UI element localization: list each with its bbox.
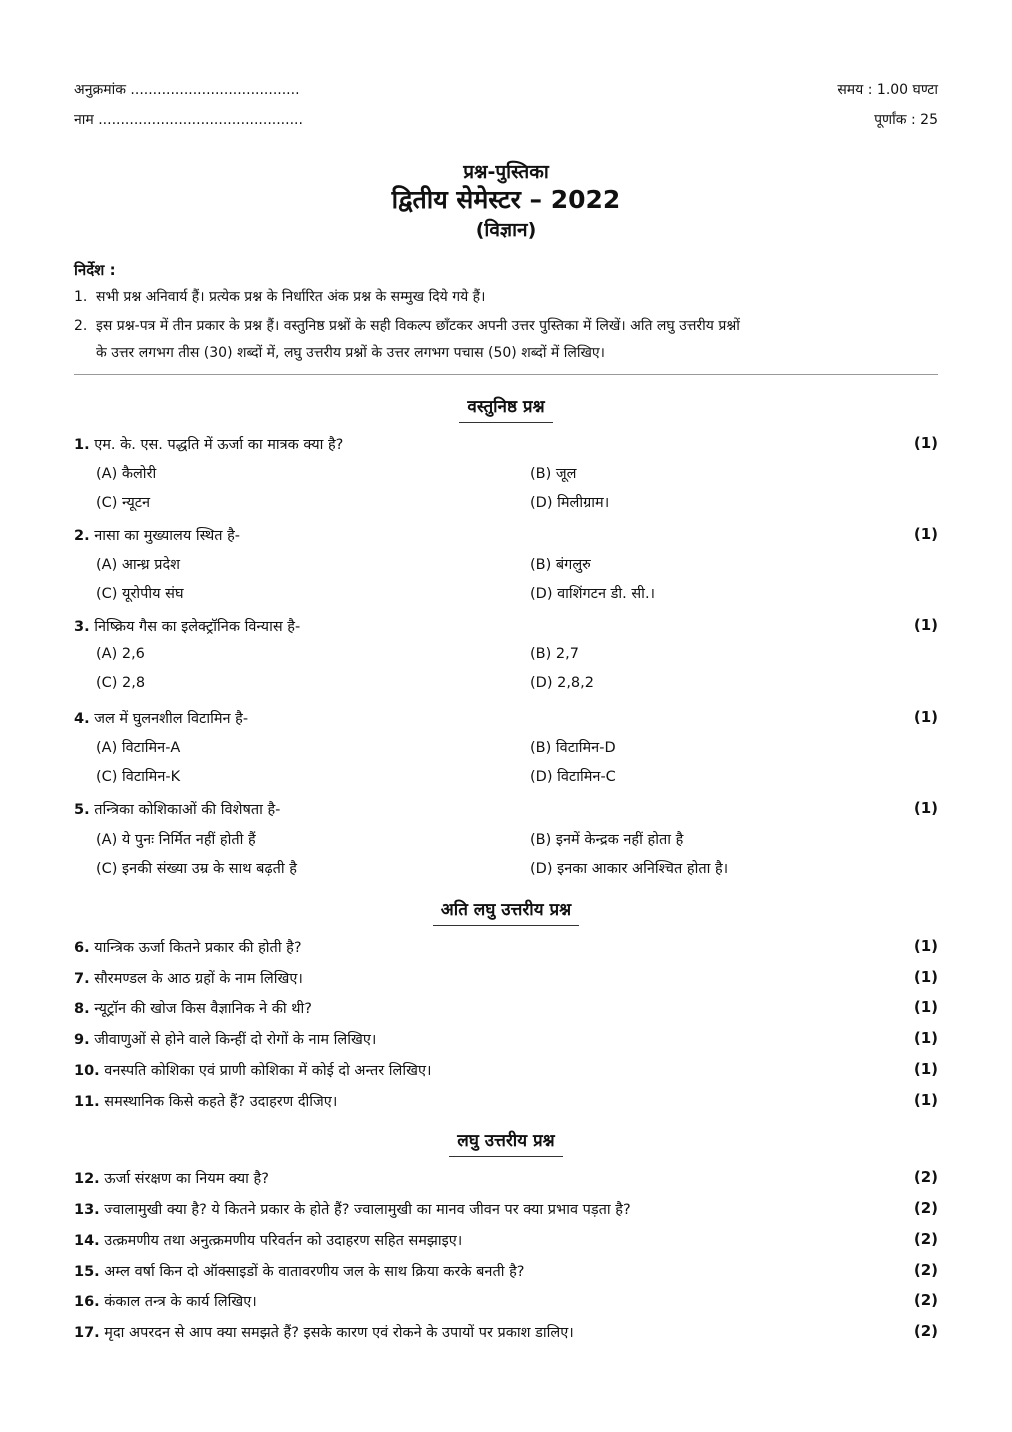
option: (B) इनमें केन्द्रक नहीं होता है [530, 832, 684, 848]
name-label: नाम .............................................. [74, 112, 303, 128]
marks: (2) [913, 1199, 938, 1217]
section-short-heading: लघु उत्तरीय प्रश्न [0, 1128, 1012, 1157]
marks: (1) [913, 998, 938, 1016]
question-2: 2. नासा का मुख्यालय स्थित है- (1) [74, 525, 938, 544]
question-6: 6. यान्त्रिक ऊर्जा कितने प्रकार की होती है? (1) [74, 937, 938, 956]
subject-title: (विज्ञान) [475, 219, 537, 241]
total-marks-label: पूर्णांक : 25 [874, 112, 938, 128]
option: (A) विटामिन-A [96, 740, 181, 756]
marks: (2) [913, 1261, 938, 1279]
marks: (1) [913, 434, 938, 452]
question-3: 3. निष्क्रिय गैस का इलेक्ट्रॉनिक विन्यास है- (1) [74, 616, 938, 635]
option: (A) ये पुनः निर्मित नहीं होती हैं [96, 832, 256, 848]
question-8: 8. न्यूट्रॉन की खोज किस वैज्ञानिक ने की थी? (1) [74, 998, 938, 1017]
question-11: 11. समस्थानिक किसे कहते हैं? उदाहरण दीजिए। (1) [74, 1091, 938, 1110]
question-17: 17. मृदा अपरदन से आप क्या समझते हैं? इसके कारण एवं रोकने के उपायों पर प्रकाश डालिए। (2) [74, 1322, 938, 1341]
option: (B) 2,7 [530, 646, 579, 662]
option: (B) जूल [530, 466, 577, 482]
section-very-short-heading: अति लघु उत्तरीय प्रश्न [0, 897, 1012, 926]
option: (C) 2,8 [96, 675, 146, 691]
question-15: 15. अम्ल वर्षा किन दो ऑक्साइडों के वातावरणीय जल के साथ क्रिया करके बनती है? (2) [74, 1261, 938, 1280]
option: (D) 2,8,2 [530, 675, 594, 691]
marks: (1) [913, 937, 938, 955]
option: (C) न्यूटन [96, 495, 151, 511]
instruction-1: 1. सभी प्रश्न अनिवार्य हैं। प्रत्येक प्रश्न के निर्धारित अंक प्रश्न के सम्मुख दिये गये हैं। [74, 289, 486, 305]
question-9: 9. जीवाणुओं से होने वाले किन्हीं दो रोगों के नाम लिखिए। (1) [74, 1029, 938, 1048]
marks: (2) [913, 1168, 938, 1186]
option: (D) वाशिंगटन डी. सी.। [530, 586, 656, 602]
booklet-title: प्रश्न-पुस्तिका [463, 161, 549, 183]
marks: (2) [913, 1322, 938, 1340]
serial-number-label: अनुक्रमांक ...................................... [74, 82, 300, 98]
option: (C) विटामिन-K [96, 769, 181, 785]
question-12: 12. ऊर्जा संरक्षण का नियम क्या है? (2) [74, 1168, 938, 1187]
option: (A) आन्ध्र प्रदेश [96, 557, 181, 573]
marks: (1) [913, 799, 938, 817]
marks: (2) [913, 1230, 938, 1248]
question-7: 7. सौरमण्डल के आठ ग्रहों के नाम लिखिए। (1) [74, 968, 938, 987]
marks: (1) [913, 1091, 938, 1109]
option: (A) 2,6 [96, 646, 145, 662]
marks: (1) [913, 968, 938, 986]
question-1: 1. एम. के. एस. पद्धति में ऊर्जा का मात्रक क्या है? (1) [74, 434, 938, 453]
instructions-heading: निर्देश : [74, 261, 116, 279]
option: (A) कैलोरी [96, 466, 157, 482]
option: (D) विटामिन-C [530, 769, 616, 785]
option: (D) इनका आकार अनिश्चित होता है। [530, 861, 729, 877]
divider [74, 374, 938, 375]
instruction-2: 2. इस प्रश्न-पत्र में तीन प्रकार के प्रश्न हैं। वस्तुनिष्ठ प्रश्नों के सही विकल्प छाँटकर अपनी उत्तर पुस्तिका में लिखें। अति लघु उत्तरीय प्रश्नों के उत्तर लगभग तीस (30) शब्दों में, लघु उत्तरीय प्रश्नों के उत्तर लगभग पचास (50) शब्दों में लिखिए। [74, 318, 740, 361]
question-5: 5. तन्त्रिका कोशिकाओं की विशेषता है- (1) [74, 799, 938, 818]
question-14: 14. उत्क्रमणीय तथा अनुत्क्रमणीय परिवर्तन को उदाहरण सहित समझाइए। (2) [74, 1230, 938, 1249]
marks: (1) [913, 1029, 938, 1047]
marks: (1) [913, 1060, 938, 1078]
option: (B) बंगलुरु [530, 557, 591, 573]
question-13: 13. ज्वालामुखी क्या है? ये कितने प्रकार के होते हैं? ज्वालामुखी का मानव जीवन पर क्या प्रभाव पड़ता है? (2) [74, 1199, 938, 1218]
option: (D) मिलीग्राम। [530, 495, 610, 511]
option: (B) विटामिन-D [530, 740, 616, 756]
semester-title: द्वितीय सेमेस्टर – 2022 [391, 185, 621, 214]
question-16: 16. कंकाल तन्त्र के कार्य लिखिए। (2) [74, 1291, 938, 1310]
option: (C) यूरोपीय संघ [96, 586, 184, 602]
section-objective-heading: वस्तुनिष्ठ प्रश्न [0, 394, 1012, 423]
marks: (1) [913, 525, 938, 543]
option: (C) इनकी संख्या उम्र के साथ बढ़ती है [96, 861, 297, 877]
marks: (2) [913, 1291, 938, 1309]
question-10: 10. वनस्पति कोशिका एवं प्राणी कोशिका में कोई दो अन्तर लिखिए। (1) [74, 1060, 938, 1079]
time-label: समय : 1.00 घण्टा [837, 82, 938, 98]
question-4: 4. जल में घुलनशील विटामिन है- (1) [74, 708, 938, 727]
marks: (1) [913, 708, 938, 726]
marks: (1) [913, 616, 938, 634]
